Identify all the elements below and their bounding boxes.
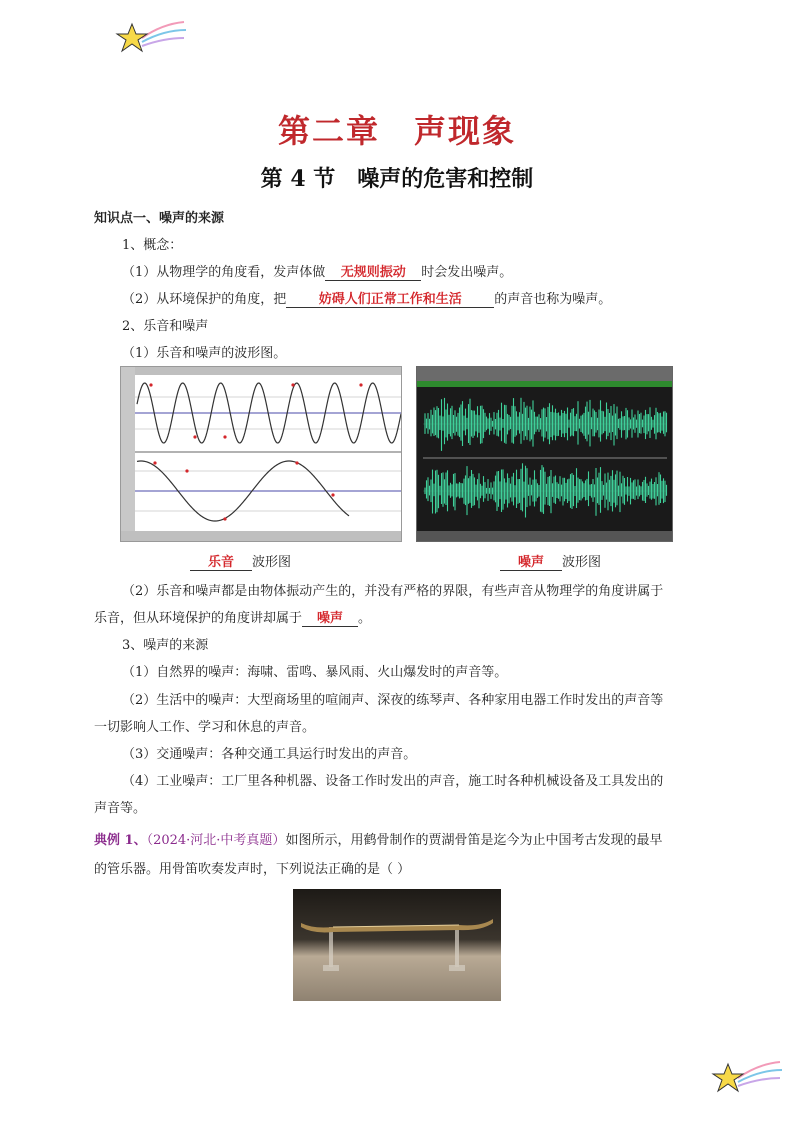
concept-item-1 xyxy=(122,261,512,281)
sources-item-2-line-2: 一切影响人工作、学习和休息的声音。 xyxy=(94,720,316,735)
caption-text: 波形图 xyxy=(562,555,602,570)
answer-blank: 噪声 xyxy=(500,555,562,571)
sources-label: 3、噪声的来源 xyxy=(122,638,209,653)
waveform-marker xyxy=(149,383,152,386)
example-text: 如图所示，用鹤骨制作的贾湖骨笛是迄今为止中国考古发现的最早 xyxy=(285,833,663,848)
noise-caption xyxy=(500,551,601,571)
music-noise-item-1: （1）乐音和噪声的波形图。 xyxy=(122,346,287,361)
noise-waveform-image xyxy=(416,366,673,542)
waveform-marker xyxy=(359,383,362,386)
concept-item-1-post: 时会发出噪声。 xyxy=(421,265,513,280)
answer-blank: 无规则振动 xyxy=(325,265,421,281)
answer-blank: 妨碍人们正常工作和生活 xyxy=(286,292,494,308)
caption-text: 波形图 xyxy=(252,555,292,570)
sources-item-2-line-1: （2）生活中的噪声：大型商场里的喧闹声、深夜的练琴声、各种家用电器工作时发出的声音等 xyxy=(122,693,664,708)
music-noise-item-2-line-2 xyxy=(94,607,371,627)
sources-item-1: （1）自然界的噪声：海啸、雷鸣、暴风雨、火山爆发时的声音等。 xyxy=(122,665,508,680)
answer-blank: 噪声 xyxy=(302,611,358,627)
sources-item-4-line-2: 声音等。 xyxy=(94,801,147,816)
section-title: 第 4 节 噪声的危害和控制 xyxy=(260,166,534,192)
concept-item-2-pre: （2）从环境保护的角度，把 xyxy=(122,292,287,307)
knowledge-point-heading: 知识点一、噪声的来源 xyxy=(94,211,225,226)
concept-item-2-post: 的声音也称为噪声。 xyxy=(494,292,612,307)
answer-blank: 乐音 xyxy=(190,555,252,571)
waveform-marker xyxy=(153,461,156,464)
chapter-title: 第二章 声现象 xyxy=(277,112,516,150)
example-label: 典例 1、 xyxy=(94,833,147,848)
waveform-marker xyxy=(223,435,226,438)
example-source: （2024·河北·中考真题） xyxy=(146,833,286,848)
waveform-marker xyxy=(291,383,294,386)
concept-item-1-pre: （1）从物理学的角度看，发声体做 xyxy=(122,265,326,280)
musical-tone-caption xyxy=(190,551,291,571)
bone-flute-photo xyxy=(293,889,501,1001)
example-line-2: 的管乐器。用骨笛吹奏发声时，下列说法正确的是（ ） xyxy=(94,862,411,877)
waveform-marker xyxy=(185,469,188,472)
waveform-marker xyxy=(223,517,226,520)
concept-item-2 xyxy=(122,288,611,308)
example-line-1 xyxy=(94,829,662,848)
waveform-marker xyxy=(295,461,298,464)
item-2-post: 。 xyxy=(358,611,372,626)
shooting-star-icon xyxy=(112,18,188,58)
music-noise-item-2-line-1: （2）乐音和噪声都是由物体振动产生的，并没有严格的界限，有些声音从物理学的角度讲属于 xyxy=(122,584,664,599)
music-noise-label: 2、乐音和噪声 xyxy=(122,319,209,334)
shooting-star-icon xyxy=(708,1058,784,1098)
sources-item-3: （3）交通噪声：各种交通工具运行时发出的声音。 xyxy=(122,747,417,762)
waveform-marker xyxy=(331,493,334,496)
concept-label: 1、概念： xyxy=(122,238,183,253)
waveform-marker xyxy=(193,435,196,438)
sources-item-4-line-1: （4）工业噪声：工厂里各种机器、设备工作时发出的声音，施工时各种机械设备及工具发出的 xyxy=(122,774,664,789)
item-2-pre: 乐音，但从环境保护的角度讲却属于 xyxy=(94,611,303,626)
musical-tone-waveform-image xyxy=(120,366,402,542)
